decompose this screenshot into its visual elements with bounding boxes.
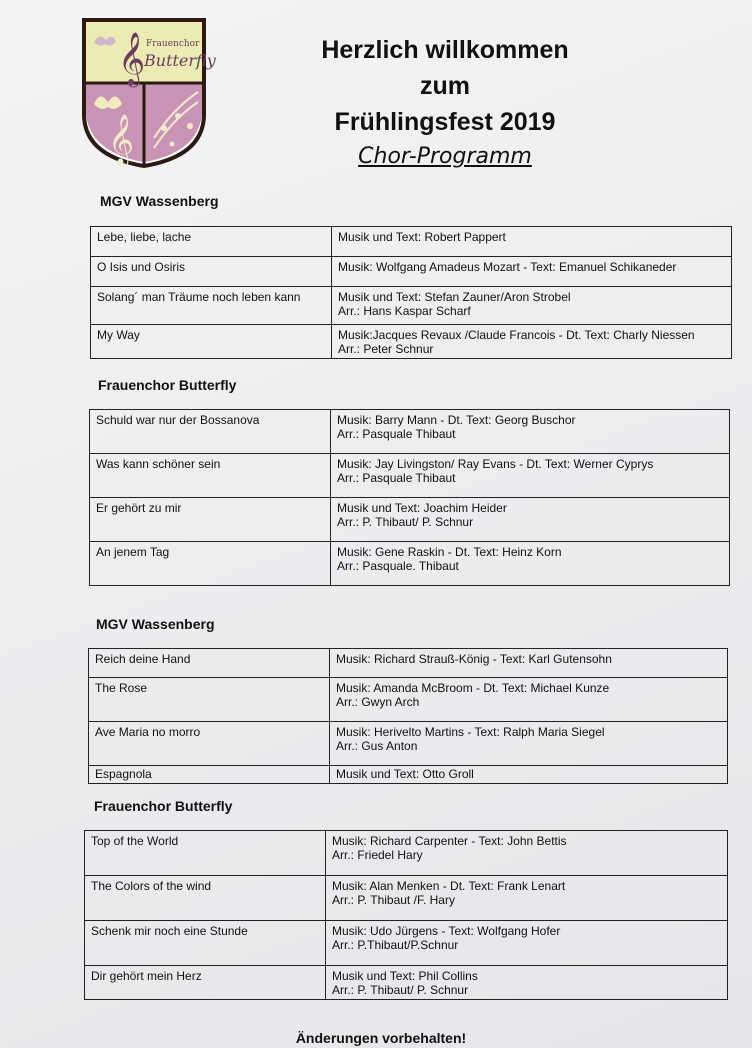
song-title: Reich deine Hand bbox=[89, 649, 330, 678]
table-row bbox=[89, 678, 728, 722]
song-title: Er gehört zu mir bbox=[90, 498, 331, 542]
song-title: The Colors of the wind bbox=[85, 876, 326, 921]
svg-text:𝄞: 𝄞 bbox=[108, 114, 135, 165]
document-subtitle: Chor-Programm bbox=[358, 144, 532, 169]
song-credits: Musik: Jay Livingston/ Ray Evans - Dt. Text: Werner Cyprys Arr.: Pasquale Thibaut bbox=[331, 454, 730, 498]
frauenchor-butterfly-logo bbox=[80, 16, 216, 170]
song-credits: Musik: Herivelto Martins - Text: Ralph Maria Siegel Arr.: Gus Anton bbox=[330, 722, 728, 766]
song-credits: Musik: Richard Strauß-König - Text: Karl Gutensohn bbox=[330, 649, 728, 678]
section-heading: Frauenchor Butterfly bbox=[98, 377, 237, 393]
program-table bbox=[89, 409, 730, 586]
table-row bbox=[91, 227, 732, 257]
song-title: Schuld war nur der Bossanova bbox=[90, 410, 331, 454]
song-title: Lebe, liebe, lache bbox=[91, 227, 332, 257]
song-credits: Musik und Text: Phil Collins Arr.: P. Thibaut/ P. Schnur bbox=[326, 966, 728, 1000]
table-row bbox=[90, 410, 730, 454]
logo-script-text: Butterfly bbox=[144, 51, 216, 70]
section-heading: MGV Wassenberg bbox=[100, 193, 219, 209]
table-row bbox=[90, 542, 730, 586]
table-row bbox=[90, 498, 730, 542]
program-table bbox=[88, 648, 728, 784]
song-title: Espagnola bbox=[89, 766, 330, 784]
program-table bbox=[90, 226, 732, 359]
table-row bbox=[91, 325, 732, 359]
song-title: An jenem Tag bbox=[90, 542, 331, 586]
table-row bbox=[90, 454, 730, 498]
song-title: Top of the World bbox=[85, 831, 326, 876]
song-credits: Musik: Wolfgang Amadeus Mozart - Text: Emanuel Schikaneder bbox=[332, 257, 732, 287]
table-row bbox=[89, 766, 728, 784]
table-row bbox=[89, 722, 728, 766]
logo-small-text: Frauenchor bbox=[146, 39, 200, 49]
program-table bbox=[84, 830, 728, 1000]
song-credits: Musik und Text: Joachim Heider Arr.: P. Thibaut/ P. Schnur bbox=[331, 498, 730, 542]
song-credits: Musik: Udo Jürgens - Text: Wolfgang Hofer Arr.: P.Thibaut/P.Schnur bbox=[326, 921, 728, 966]
song-credits: Musik: Gene Raskin - Dt. Text: Heinz Korn Arr.: Pasquale. Thibaut bbox=[331, 542, 730, 586]
section-heading: MGV Wassenberg bbox=[96, 616, 215, 632]
table-row bbox=[89, 649, 728, 678]
song-credits: Musik und Text: Robert Pappert bbox=[332, 227, 732, 257]
song-credits: Musik: Barry Mann - Dt. Text: Georg Buschor Arr.: Pasquale Thibaut bbox=[331, 410, 730, 454]
section-heading: Frauenchor Butterfly bbox=[94, 798, 233, 814]
table-row bbox=[85, 966, 728, 1000]
document-title-block bbox=[300, 32, 590, 169]
table-row bbox=[91, 287, 732, 325]
song-title: Schenk mir noch eine Stunde bbox=[85, 921, 326, 966]
song-title: My Way bbox=[91, 325, 332, 359]
song-credits: Musik: Alan Menken - Dt. Text: Frank Lenart Arr.: P. Thibaut /F. Hary bbox=[326, 876, 728, 921]
table-row bbox=[85, 876, 728, 921]
table-row bbox=[85, 831, 728, 876]
song-credits: Musik und Text: Stefan Zauner/Aron Strobel Arr.: Hans Kaspar Scharf bbox=[332, 287, 732, 325]
song-title: O Isis und Osiris bbox=[91, 257, 332, 287]
song-title: Was kann schöner sein bbox=[90, 454, 331, 498]
song-title: Dir gehört mein Herz bbox=[85, 966, 326, 1000]
table-row bbox=[91, 257, 732, 287]
song-title: Ave Maria no morro bbox=[89, 722, 330, 766]
title-line-3: Frühlingsfest 2019 bbox=[334, 108, 556, 136]
table-row bbox=[85, 921, 728, 966]
song-credits: Musik: Amanda McBroom - Dt. Text: Michael Kunze Arr.: Gwyn Arch bbox=[330, 678, 728, 722]
title-line-2: zum bbox=[420, 72, 470, 100]
song-credits: Musik:Jacques Revaux /Claude Francois - Dt. Text: Charly Niessen Arr.: Peter Schnur bbox=[332, 325, 732, 359]
song-credits: Musik: Richard Carpenter - Text: John Bettis Arr.: Friedel Hary bbox=[326, 831, 728, 876]
song-title: The Rose bbox=[89, 678, 330, 722]
svg-text:𝄞: 𝄞 bbox=[118, 31, 146, 85]
footer-note: Änderungen vorbehalten! bbox=[295, 1030, 467, 1046]
song-credits: Musik und Text: Otto Groll bbox=[330, 766, 728, 784]
song-title: Solang´ man Träume noch leben kann bbox=[91, 287, 332, 325]
title-line-1: Herzlich willkommen bbox=[321, 36, 569, 64]
